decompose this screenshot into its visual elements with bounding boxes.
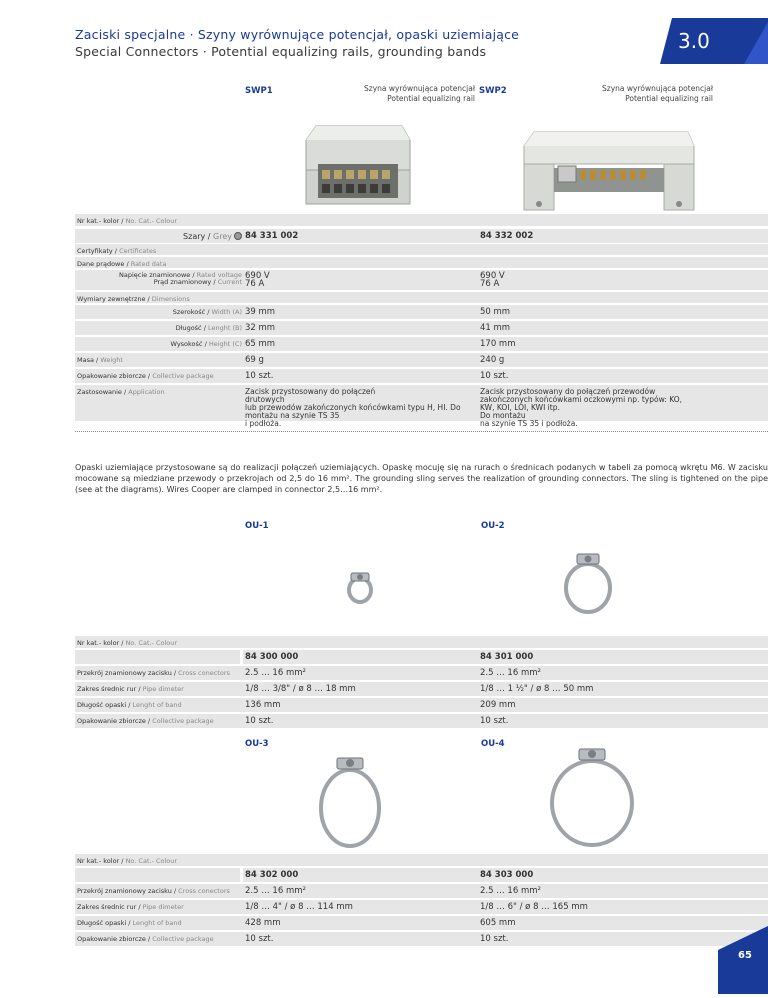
swp-colour-label: Szary / Grey	[75, 229, 251, 243]
ou4-pipe: 1/8 … 6" / ø 8 … 165 mm	[478, 900, 768, 914]
swp2-width: 50 mm	[478, 305, 768, 319]
ou2-catalog-header-row	[75, 854, 768, 866]
ou4-photo	[544, 745, 640, 849]
ou3-photo	[312, 752, 388, 850]
product-name-ou4: OU-4	[481, 739, 505, 749]
product-desc-swp1-pl: Szyna wyrównująca potencjał	[364, 84, 475, 93]
swp-length-label: Długość / Lenght (B)	[75, 321, 251, 335]
ou3-cross: 2.5 … 16 mm²	[243, 884, 479, 898]
product-name-ou2: OU-2	[481, 521, 505, 531]
product-name-swp1: SWP1	[245, 86, 273, 96]
ou1-pack-row	[75, 714, 768, 728]
ou2-cross-label: Przekrój znamionowy zacisku / Cross conectors	[75, 884, 244, 898]
ou1-band-label: Długość opaski / Lenght of band	[75, 698, 244, 712]
swp1-length: 32 mm	[243, 321, 479, 335]
swp-dims-label: Wymiary zewnętrzne / Dimensions	[75, 292, 768, 303]
ou2-band: 209 mm	[478, 698, 768, 712]
page-number-tab	[718, 926, 768, 994]
swp-mass-label: Masa / Weight	[75, 353, 244, 367]
swp2-pack: 10 szt.	[478, 369, 768, 383]
swp1-pack: 10 szt.	[243, 369, 479, 383]
ou2-pack-label: Opakowanie zbiorcze / Collective package	[75, 932, 244, 946]
header-title-en: Special Connectors · Potential equalizing rails, grounding bands	[75, 44, 487, 59]
ou2-band-label: Długość opaski / Lenght of band	[75, 916, 244, 930]
swp1-height: 65 mm	[243, 337, 479, 351]
ou2-pack-row	[75, 932, 768, 946]
swp-rated-label: Dane prądowe / Rated data	[75, 257, 768, 268]
product-desc-swp2-pl: Szyna wyrównująca potencjał	[602, 84, 713, 93]
swp2-length: 41 mm	[478, 321, 768, 335]
swp2-photo	[518, 124, 696, 216]
swp-catno-row	[75, 229, 768, 243]
ou1-cat-no: 84 300 000	[243, 650, 479, 664]
swp-length-row	[75, 321, 768, 335]
ou1-pipe-row	[75, 682, 768, 696]
ou1-band-row	[75, 698, 768, 712]
swp1-mass: 69 g	[243, 353, 479, 367]
section-number: 3.0	[678, 29, 710, 53]
section-divider	[75, 431, 768, 432]
ou3-cat-no: 84 302 000	[243, 868, 479, 882]
swp2-cat-no: 84 332 002	[478, 229, 768, 243]
swp-app-label: Zastosowanie / Application	[75, 385, 244, 421]
ou2-catalog-header: Nr kat.- kolor / No. Cat.- Colour	[75, 854, 768, 866]
swp-rated-row	[75, 257, 768, 268]
ou4-cat-no: 84 303 000	[478, 868, 768, 882]
grey-colour-swatch-icon	[234, 232, 242, 240]
ou4-pack: 10 szt.	[478, 932, 768, 946]
ou1-cross-label: Przekrój znamionowy zacisku / Cross conectors	[75, 666, 244, 680]
ou1-pipe-label: Zakres średnic rur / Pipe dimeter	[75, 682, 244, 696]
ou1-band: 136 mm	[243, 698, 479, 712]
product-desc-swp1-en: Potential equalizing rail	[387, 94, 475, 103]
product-desc-swp2-en: Potential equalizing rail	[625, 94, 713, 103]
ou2-pipe-label: Zakres średnic rur / Pipe dimeter	[75, 900, 244, 914]
ou2-band-row	[75, 916, 768, 930]
product-desc-swp2	[540, 84, 713, 104]
ou2-pipe: 1/8 … 1 ½" / ø 8 … 50 mm	[478, 682, 768, 696]
ou4-cross: 2.5 … 16 mm²	[478, 884, 768, 898]
ou2-cross-row	[75, 884, 768, 898]
product-name-ou3: OU-3	[245, 739, 269, 749]
ou1-catno-row	[75, 650, 768, 664]
ou1-catalog-header: Nr kat.- kolor / No. Cat.- Colour	[75, 636, 768, 648]
swp-app-row	[75, 385, 768, 428]
swp-width-row	[75, 305, 768, 319]
swp-dims-row	[75, 292, 768, 303]
swp-catalog-header: Nr kat.- kolor / No. Cat.- Colour	[75, 214, 768, 226]
ou2-cross: 2.5 … 16 mm²	[478, 666, 768, 680]
swp1-photo	[298, 118, 416, 210]
swp2-height: 170 mm	[478, 337, 768, 351]
ou1-photo	[340, 568, 380, 608]
swp1-cat-no: 84 331 002	[243, 229, 479, 243]
ou2-catno-row	[75, 868, 768, 882]
ou2-catno-empty-cell	[75, 868, 240, 882]
swp1-app: Zacisk przystosowany do połączeń drutowych lub przewodów zakończonych końcówkami typu H, HI. Do montażu na szynie TS 35 i podłoża.	[243, 385, 479, 421]
swp1-width: 39 mm	[243, 305, 479, 319]
swp-voltage-current-row	[75, 270, 768, 290]
ou2-photo	[558, 550, 618, 616]
header-title-pl: Zaciski specjalne · Szyny wyrównujące potencjał, opaski uziemiające	[75, 27, 520, 42]
page-number: 65	[738, 950, 752, 961]
swp-cert-row	[75, 244, 768, 255]
swp-height-row	[75, 337, 768, 351]
swp-pack-row	[75, 369, 768, 383]
ou1-cross-row	[75, 666, 768, 680]
ou1-catalog-header-row	[75, 636, 768, 648]
ou1-catno-empty-cell	[75, 650, 240, 664]
ou2-cat-no: 84 301 000	[478, 650, 768, 664]
section-tab	[660, 18, 768, 64]
page-header	[75, 26, 519, 60]
swp1-voltage-current: 690 V 76 A	[243, 270, 479, 290]
swp-voltage-current-label: Napięcie znamionowe / Rated voltage Prąd znamionowy / Current	[75, 270, 251, 290]
swp-mass-row	[75, 353, 768, 367]
product-name-ou1: OU-1	[245, 521, 269, 531]
swp-pack-label: Opakowanie zbiorcze / Collective package	[75, 369, 244, 383]
ou2-pack: 10 szt.	[478, 714, 768, 728]
swp2-mass: 240 g	[478, 353, 768, 367]
ou3-band: 428 mm	[243, 916, 479, 930]
ou1-pack: 10 szt.	[243, 714, 479, 728]
ou3-pipe: 1/8 … 4" / ø 8 … 114 mm	[243, 900, 479, 914]
swp2-app: Zacisk przystosowany do połączeń przewodów zakończonych końcówkami oczkowymi np. typów: KO, KW, KOI, LOI, KWI itp. Do montażu na szynie TS 35 i podłoża.	[478, 385, 768, 421]
ou1-cross: 2.5 … 16 mm²	[243, 666, 479, 680]
ou4-band: 605 mm	[478, 916, 768, 930]
section-tab-shape	[660, 18, 768, 64]
swp-height-label: Wysokość / Height (C)	[75, 337, 251, 351]
intro-paragraph: Opaski uziemiające przystosowane są do realizacji połączeń uziemiających. Opaskę mocuję się na rurach o średnicach podanych w tabeli za pomocą wkrętu M6. W zacisku mocowane są miedziane przewody o przekrojach od 2,5 do 16 mm². The grounding sling serves the realization of grounding connectors. The sling is tightened on the pipe (see at the diagrams). Wires Cooper are clamped in connector 2,5…16 mm².	[75, 463, 768, 494]
product-name-swp2: SWP2	[479, 86, 507, 96]
ou3-pack: 10 szt.	[243, 932, 479, 946]
ou1-pack-label: Opakowanie zbiorcze / Collective package	[75, 714, 244, 728]
swp2-voltage-current: 690 V 76 A	[478, 270, 768, 290]
ou2-pipe-row	[75, 900, 768, 914]
ou1-pipe: 1/8 … 3/8" / ø 8 … 18 mm	[243, 682, 479, 696]
product-desc-swp1	[300, 84, 475, 104]
swp-catalog-header-row	[75, 214, 768, 226]
swp-cert-label: Certyfikaty / Certificates	[75, 244, 768, 255]
swp-width-label: Szerokość / Width (A)	[75, 305, 251, 319]
